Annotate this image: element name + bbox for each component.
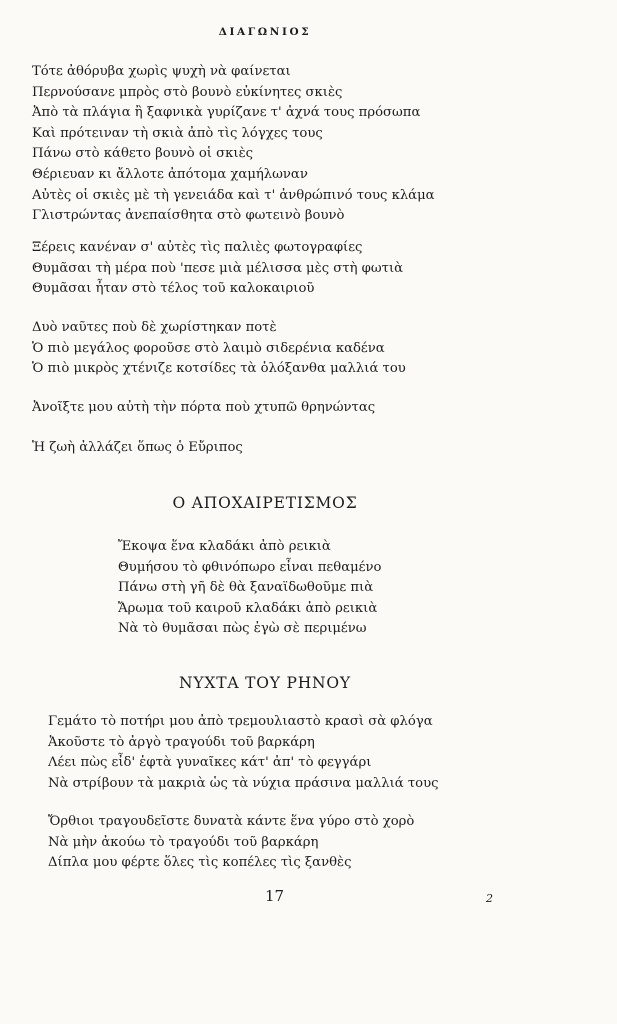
verse-line: Θυμᾶσαι τὴ μέρα ποὺ 'πεσε μιὰ μέλισσα μὲς στὴ φωτιὰ	[32, 260, 404, 276]
page-number: 17	[265, 887, 285, 905]
verse-line: Δίπλα μου φέρτε ὅλες τὶς κοπέλες τὶς ξανθὲς	[48, 855, 352, 871]
verse-line: Λέει πὼς εἶδ' ἑφτὰ γυναῖκες κάτ' ἀπ' τὸ φεγγάρι	[48, 755, 372, 771]
verse-line: Ἀκοῦστε τὸ ἀργὸ τραγούδι τοῦ βαρκάρη	[48, 734, 315, 750]
verse-line: Ἀπὸ τὰ πλάγια ἢ ξαφνικὰ γυρίζανε τ' ἀχνά τους πρόσωπα	[32, 105, 421, 121]
poem2-stanza	[118, 537, 381, 640]
verse-line: Δυὸ ναῦτες ποὺ δὲ χωρίστηκαν ποτὲ	[32, 320, 277, 335]
verse-line: Αὐτὲς οἱ σκιὲς μὲ τὴ γενειάδα καὶ τ' ἀνθρώπινό τους κλάμα	[32, 187, 435, 203]
verse-line: Γεμάτο τὸ ποτήρι μου ἀπὸ τρεμουλιαστὸ κρασὶ σὰ φλόγα	[48, 714, 433, 729]
poem-title: ΝΥΧΤΑ ΤΟΥ ΡΗΝΟΥ	[179, 674, 351, 692]
verse-line: Νὰ τὸ θυμᾶσαι πὼς ἐγὼ σὲ περιμένω	[118, 621, 367, 637]
verse-line: Θυμήσου τὸ φθινόπωρο εἶναι πεθαμένο	[118, 559, 382, 575]
verse-line: Περνούσανε μπρὸς στὸ βουνὸ εὐκίνητες σκιὲς	[32, 84, 343, 100]
poem1-stanza-2	[32, 238, 403, 300]
verse-line: Θυμᾶσαι ἦταν στὸ τέλος τοῦ καλοκαιριοῦ	[32, 281, 315, 297]
poem3-stanza-2	[48, 812, 414, 874]
verse-line: Πάνω στὴ γῆ δὲ θὰ ξαναϊδωθοῦμε πιὰ	[118, 580, 374, 596]
poem1-stanza-4	[32, 398, 375, 419]
verse-line: Ἡ ζωὴ ἀλλάζει ὅπως ὁ Εὔριπος	[32, 440, 243, 455]
poem-title: Ο ΑΠΟΧΑΙΡΕΤΙΣΜΟΣ	[172, 494, 358, 512]
verse-line: Θέριευαν κι ἄλλοτε ἀπότομα χαμήλωναν	[32, 166, 308, 182]
verse-line: Νὰ μὴν ἀκούω τὸ τραγούδι τοῦ βαρκάρη	[48, 834, 319, 850]
verse-line: Πάνω στὸ κάθετο βουνὸ οἱ σκιὲς	[32, 146, 254, 162]
verse-line: Νὰ στρίβουν τὰ μακριὰ ὡς τὰ νύχια πράσινα μαλλιά τους	[48, 775, 439, 791]
verse-line: Γλιστρώντας ἀνεπαίσθητα στὸ φωτεινὸ βουνὸ	[32, 208, 345, 224]
verse-line: Τότε ἀθόρυβα χωρὶς ψυχὴ νὰ φαίνεται	[32, 64, 291, 79]
running-head: ΔΙΑΓΩΝΙΟΣ	[218, 26, 312, 38]
signature-mark: 2	[486, 892, 493, 905]
verse-line: Ξέρεις κανέναν σ' αὐτὲς τὶς παλιὲς φωτογραφίες	[32, 240, 363, 255]
poem1-stanza-5	[32, 438, 243, 459]
verse-line: Ὁ πιὸ μικρὸς χτένιζε κοτσίδες τὰ ὁλόξανθα μαλλιά του	[32, 361, 406, 377]
verse-line: Ἔκοψα ἕνα κλαδάκι ἀπὸ ρεικιὰ	[118, 539, 331, 554]
verse-line: Καὶ πρότειναν τὴ σκιὰ ἀπὸ τὶς λόγχες τους	[32, 125, 323, 141]
verse-line: Ὁ πιὸ μεγάλος φοροῦσε στὸ λαιμὸ σιδερένια καδένα	[32, 340, 385, 356]
poem1-stanza-1	[32, 62, 435, 227]
verse-line: Ἀνοῖξτε μου αὐτὴ τὴν πόρτα ποὺ χτυπῶ θρηνώντας	[32, 400, 376, 415]
poem1-stanza-3	[32, 318, 406, 380]
verse-line: Ὄρθιοι τραγουδεῖστε δυνατὰ κάντε ἕνα γύρο στὸ χορὸ	[48, 814, 415, 829]
verse-line: Ἄρωμα τοῦ καιροῦ κλαδάκι ἀπὸ ρεικιὰ	[118, 600, 378, 616]
poem3-stanza-1	[48, 712, 439, 794]
